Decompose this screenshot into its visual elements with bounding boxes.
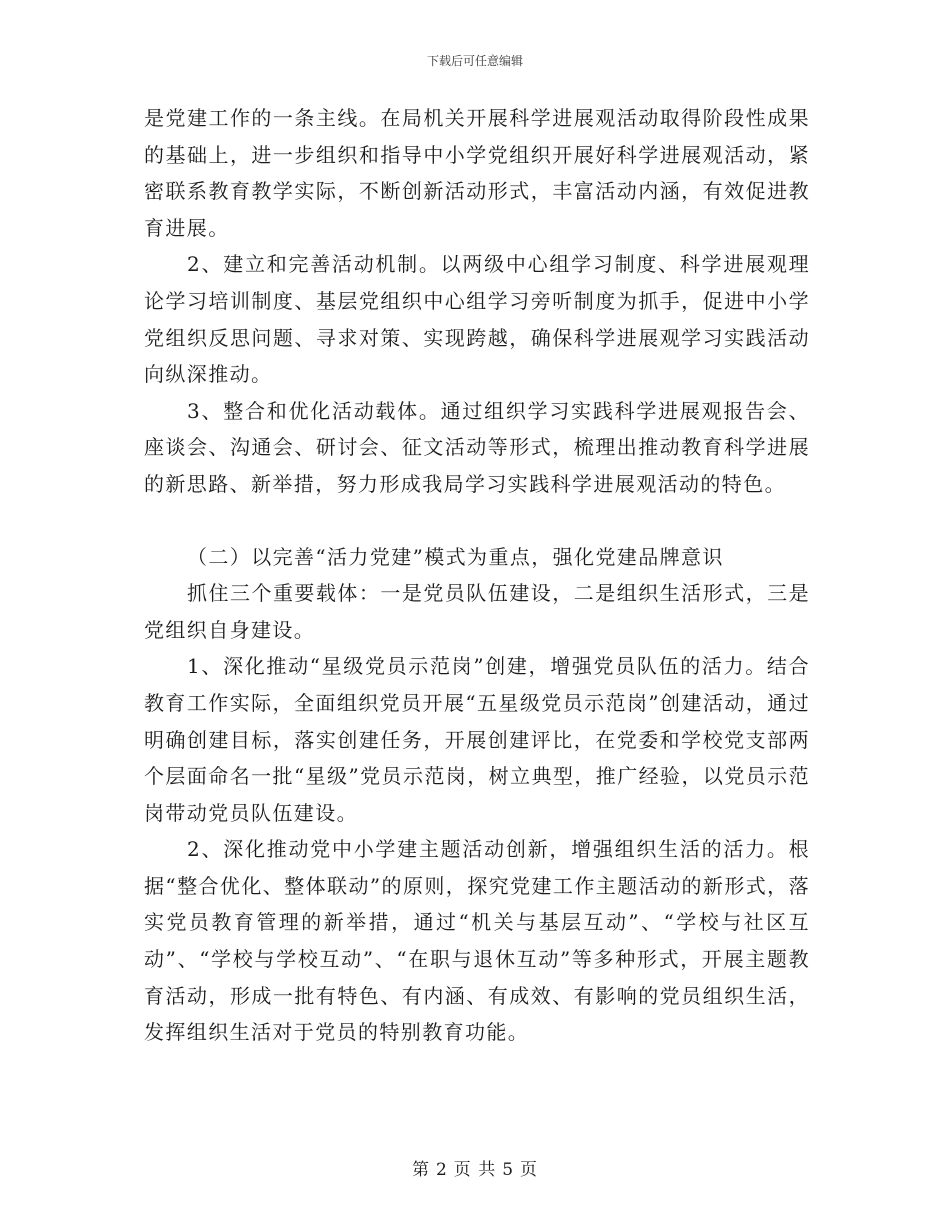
paragraph-intro: 抓住三个重要载体：一是党员队伍建设，二是组织生活形式，三是党组织自身建设。 (144, 581, 810, 642)
paragraph-spacer (144, 503, 810, 539)
page-footer (0, 1155, 950, 1180)
current-page-number: 2 (435, 1160, 448, 1180)
footer-middle: 页 共 (453, 1160, 497, 1180)
paragraph-item-1: 1、深化推动“星级党员示范岗”创建，增强党员队伍的活力。结合教育工作实际，全面组织党员开展“五星级党员示范岗”创建活动，通过明确创建目标，落实创建任务，开展创建评比，在党委和学校党支部两个层面命名一批“星级”党员示范岗，树立典型，推广经验，以党员示范岗带动党员队伍建设。 (144, 654, 810, 825)
page-header-note: 下载后可任意编辑 (426, 54, 523, 68)
paragraph-item-3: 3、整合和优化活动载体。通过组织学习实践科学进展观报告会、座谈会、沟通会、研讨会、征文活动等形式，梳理出推动教育科学进展的新思路、新举措，努力形成我局学习实践科学进展观活动的特色。 (144, 398, 810, 496)
paragraph-continuation: 是党建工作的一条主线。在局机关开展科学进展观活动取得阶段性成果的基础上，进一步组织和指导中小学党组织开展好科学进展观活动，紧密联系教育教学实际，不断创新活动形式，丰富活动内涵，有效促进教育进展。 (144, 106, 810, 240)
footer-suffix: 页 (520, 1160, 539, 1180)
section-heading: （二）以完善“活力党建”模式为重点，强化党建品牌意识 (187, 544, 724, 569)
footer-prefix: 第 (411, 1160, 430, 1180)
paragraph-item-2b: 2、深化推动党中小学建主题活动创新，增强组织生活的活力。根据“整合优化、整体联动”的原则，探究党建工作主题活动的新形式，落实党员教育管理的新举措，通过“机关与基层互动”、“学校与社区互动”、“学校与学校互动”、“在职与退休互动”等多种形式，开展主题教育活动，形成一批有特色、有内涵、有成效、有影响的党员组织生活，发挥组织生活对于党员的特别教育功能。 (144, 837, 810, 1045)
document-body (144, 100, 810, 1051)
paragraph-item-2: 2、建立和完善活动机制。以两级中心组学习制度、科学进展观理论学习培训制度、基层党组织中心组学习旁听制度为抓手，促进中小学党组织反思问题、寻求对策、实现跨越，确保科学进展观学习实践活动向纵深推动。 (144, 252, 810, 387)
total-page-number: 5 (502, 1160, 515, 1180)
